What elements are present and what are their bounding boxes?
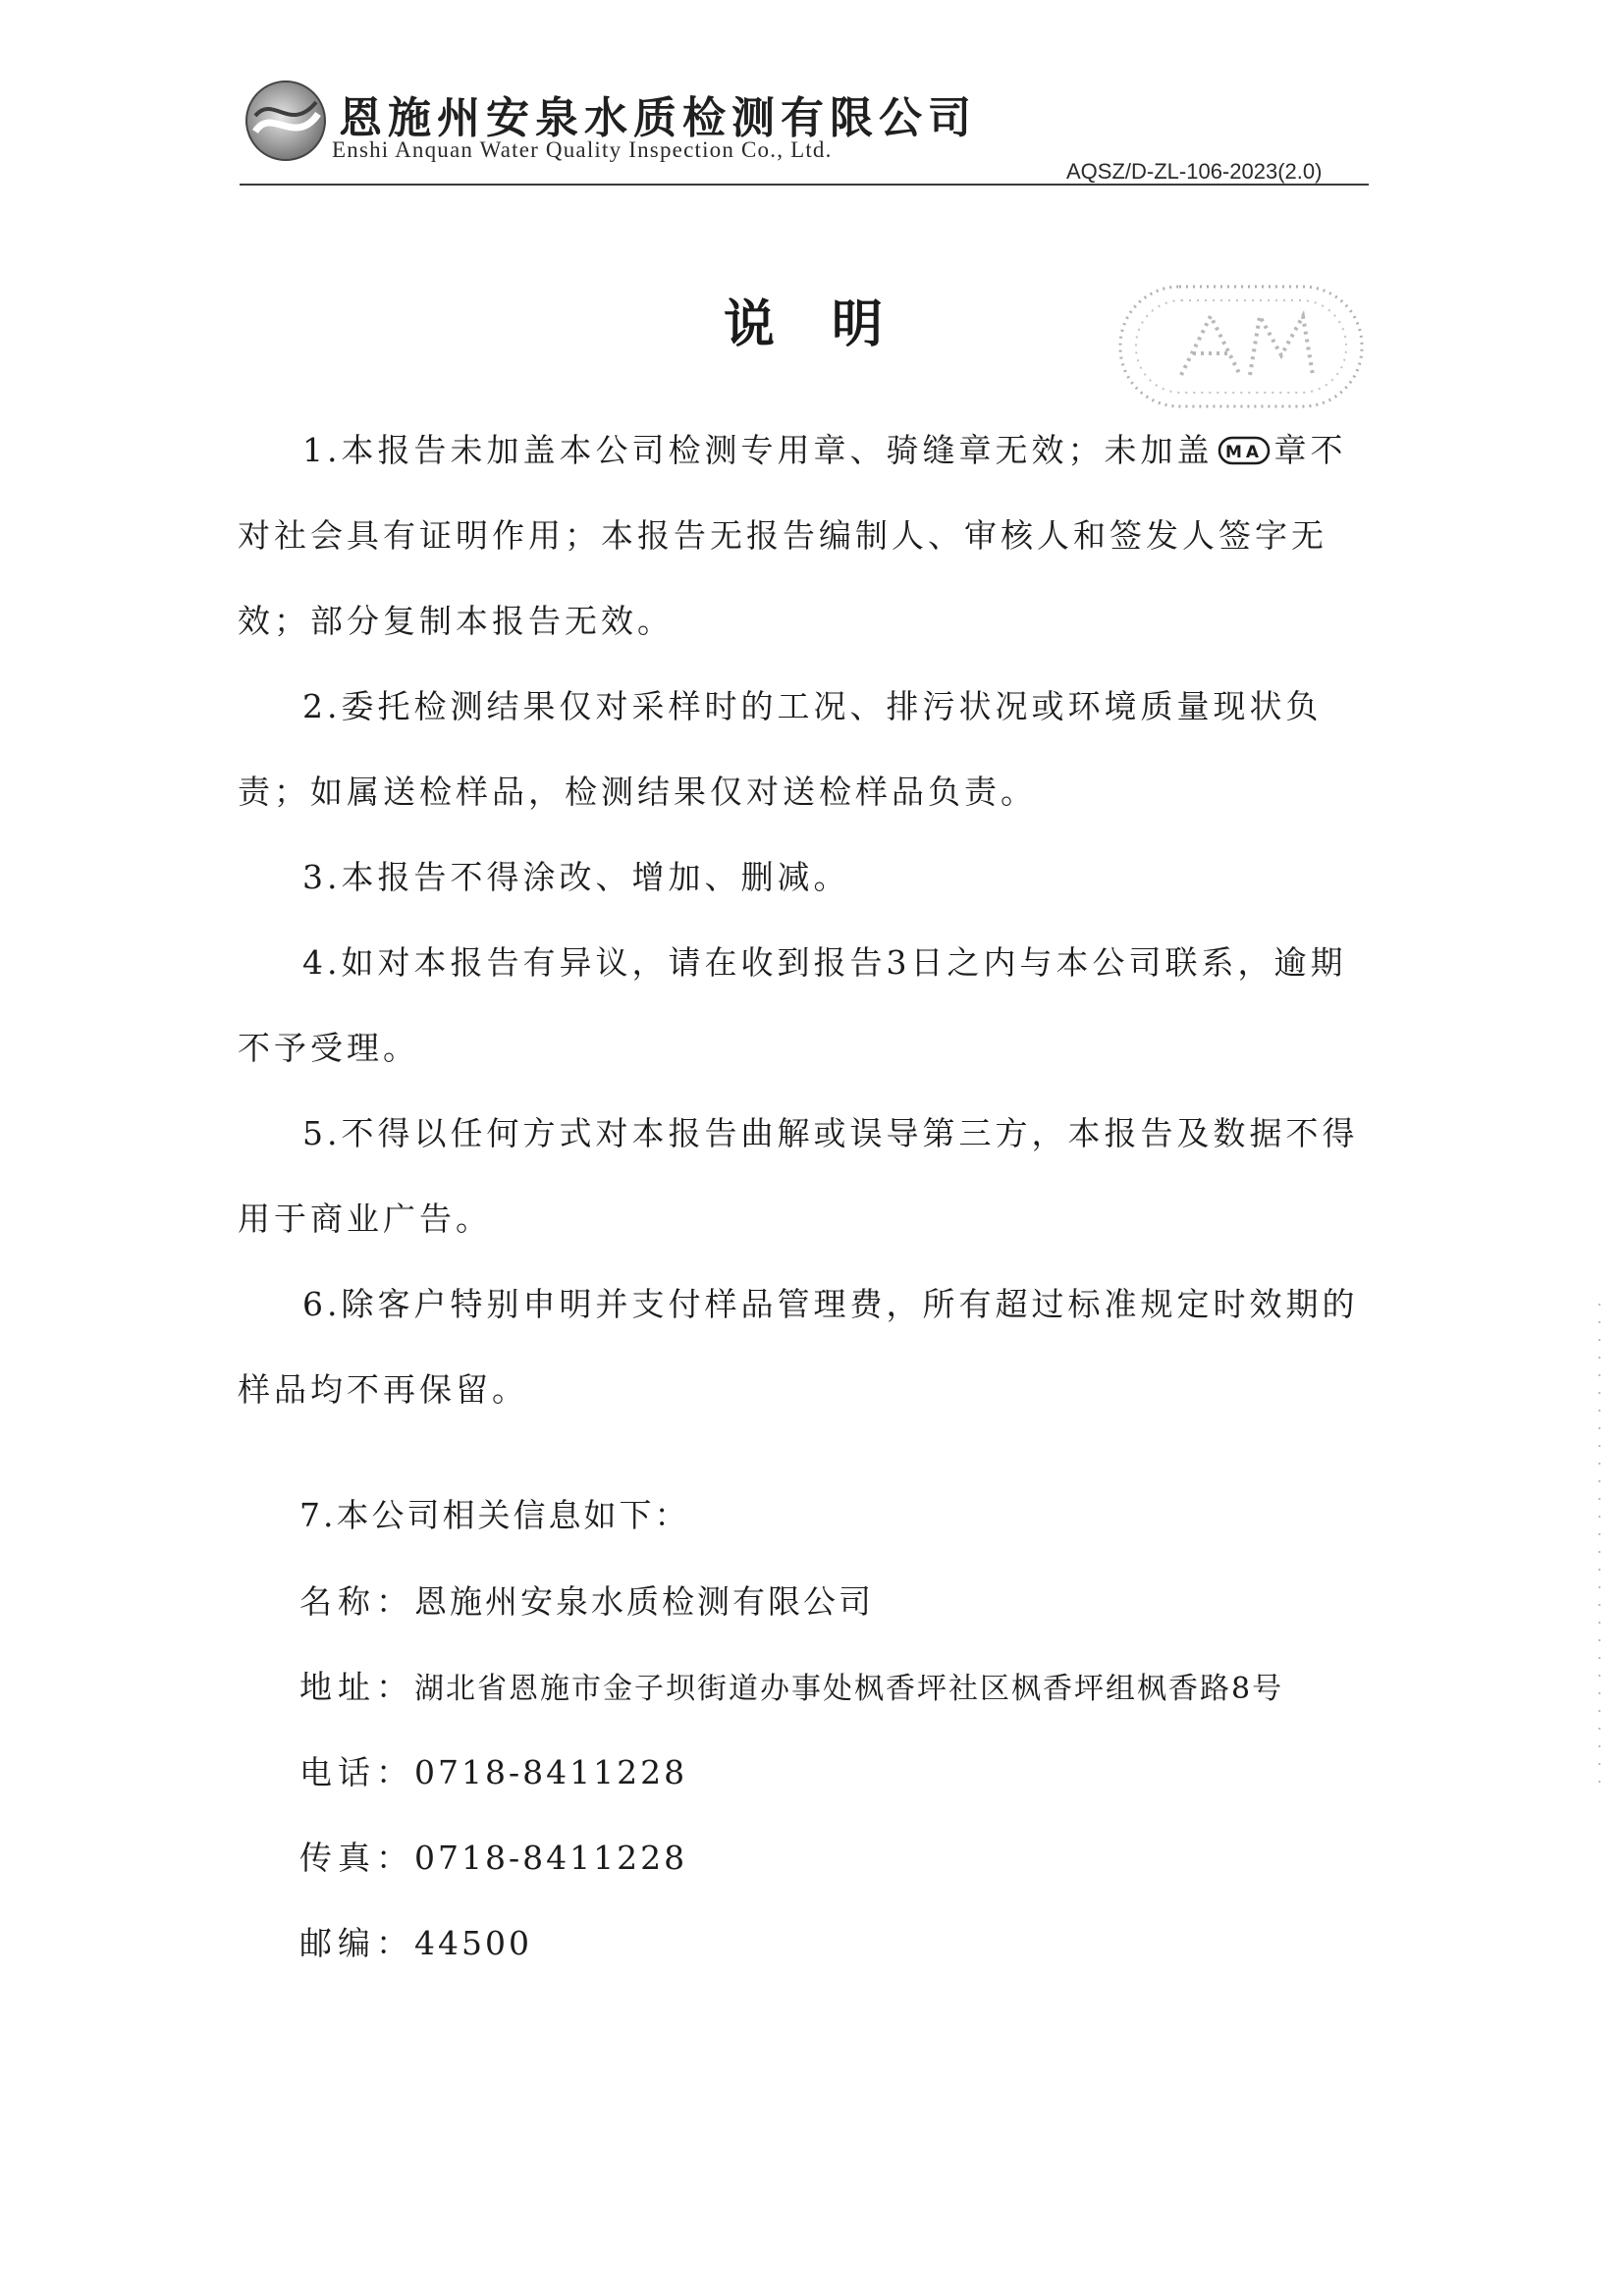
company-postcode-row [299, 1918, 532, 1964]
faint-cma-stamp-icon [1112, 277, 1370, 416]
company-fax-row [299, 1833, 687, 1879]
svg-text:MA: MA [1224, 443, 1263, 462]
company-address-row [299, 1662, 1283, 1708]
notice-item-3: 3.本报告不得涂改、增加、删减。 [302, 858, 850, 896]
company-info-heading: 7.本公司相关信息如下： [299, 1496, 690, 1534]
notice-item-2: 2.委托检测结果仅对采样时的工况、排污状况或环境质量现状负责；如属送检样品，检测结果仅对送检样品负责。 [238, 687, 1323, 811]
document-code: AQSZ/D-ZL-106-2023(2.0) [1066, 159, 1323, 184]
phone-value: 0718-8411228 [414, 1753, 688, 1791]
notice-item-6: 6.除客户特别申明并支付样品管理费，所有超过标准规定时效期的样品均不再保留。 [238, 1285, 1359, 1409]
name-label: 名称： [299, 1582, 414, 1621]
company-name-cn: 恩施州安泉水质检测有限公司 [339, 93, 977, 143]
company-phone-row [299, 1747, 687, 1793]
fax-label: 传真： [299, 1839, 414, 1877]
page-title: 说明 [724, 295, 941, 354]
notice-item-4: 4.如对本报告有异议，请在收到报告3日之内与本公司联系，逾期不予受理。 [238, 943, 1347, 1067]
fax-value: 0718-8411228 [414, 1839, 688, 1877]
notice-item-5: 5.不得以任何方式对本报告曲解或误导第三方，本报告及数据不得用于商业广告。 [238, 1114, 1359, 1238]
postcode-value: 44500 [414, 1924, 532, 1962]
address-value: 湖北省恩施市金子坝街道办事处枫香坪社区枫香坪组枫香路8号 [414, 1672, 1284, 1706]
header-divider [240, 184, 1369, 186]
name-value: 恩施州安泉水质检测有限公司 [414, 1582, 874, 1621]
ma-stamp-icon [1218, 436, 1271, 465]
company-logo-icon [242, 77, 330, 165]
company-name-en: Enshi Anquan Water Quality Inspection Co., Ltd. [332, 137, 833, 162]
postcode-label: 邮编： [299, 1924, 414, 1962]
notice-item-1 [238, 407, 1367, 664]
binding-edge-marks [1598, 1296, 1600, 1787]
phone-label: 电话： [299, 1753, 414, 1791]
address-label: 地址： [299, 1668, 414, 1706]
notice-item-1-text-b: 章不对社会具有证明作用；本报告无报告编制人、审核人和签发人签字无效；部分复制本报告无效。 [238, 431, 1347, 640]
notice-item-1-text-a: 1.本报告未加盖本公司检测专用章、骑缝章无效；未加盖 [302, 431, 1214, 469]
company-name-row [299, 1576, 874, 1623]
